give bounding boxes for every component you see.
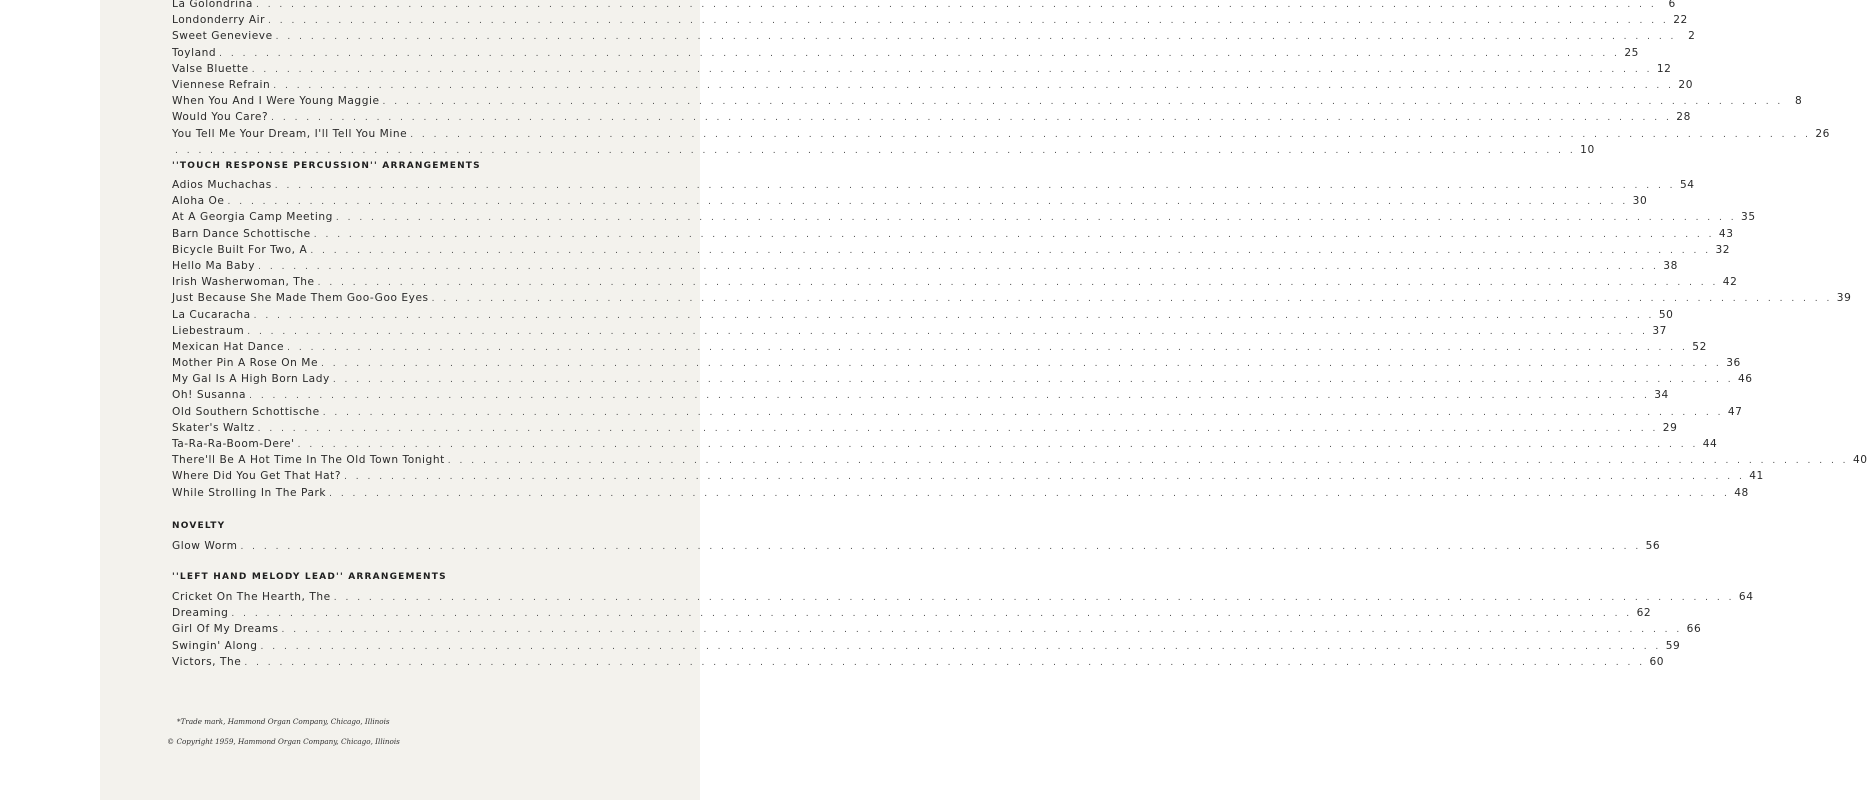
copyright-footnote: © Copyright 1959, Hammond Organ Company, Chicago, Illinois <box>167 737 400 746</box>
dot-leader: . . . . . . . . . . . . . . . . . . . . . . . . . . . . . . . . . . . . . . . . . . . . . . . . . . . . . . . . . . . . . . . . . . . . . . . . . . . . . . . . . . . . . . . . . . . . . . . . . . . . . . . . . . . . . . . . . . . . . . . . <box>431 294 1833 305</box>
page-number: 42 <box>1722 276 1738 289</box>
entry-title: My Gal Is A High Born Lady <box>172 373 330 386</box>
dot-leader: . . . . . . . . . . . . . . . . . . . . . . . . . . . . . . . . . . . . . . . . . . . . . . . . . . . . . . . . . . . . . . . . . . . . . . . . . . . . . . . . . . . . . . . . . . . . . . . . . . . . . . . . . . . . . . . . . . . . . . . . <box>260 641 1662 652</box>
contents-entry <box>172 290 1852 306</box>
entry-title: La Cucaracha <box>172 308 251 321</box>
contents-entry <box>172 468 1764 484</box>
section-heading: ''LEFT HAND MELODY LEAD'' ARRANGEMENTS <box>172 572 447 582</box>
page-number: 48 <box>1734 486 1749 499</box>
dot-leader: . . . . . . . . . . . . . . . . . . . . . . . . . . . . . . . . . . . . . . . . . . . . . . . . . . . . . . . . . . . . . . . . . . . . . . . . . . . . . . . . . . . . . . . . . . . . . . . . . . . . . . . . . . . . . . . . . . . . . . . . <box>247 326 1648 337</box>
page-number: 12 <box>1656 62 1672 75</box>
entry-title: Glow Worm <box>172 540 238 552</box>
contents-entry <box>172 371 1753 387</box>
contents-entry <box>172 387 1669 403</box>
contents-entry <box>172 28 1696 44</box>
contents-entry <box>172 209 1756 225</box>
page-number: 66 <box>1686 623 1702 636</box>
page-number: 37 <box>1652 324 1667 337</box>
contents-entry <box>172 538 1661 554</box>
dot-leader: . . . . . . . . . . . . . . . . . . . . . . . . . . . . . . . . . . . . . . . . . . . . . . . . . . . . . . . . . . . . . . . . . . . . . . . . . . . . . . . . . . . . . . . . . . . . . . . . . . . . . . . . . . . . . . . . . . . . . . . . <box>310 245 1712 256</box>
dot-leader: . . . . . . . . . . . . . . . . . . . . . . . . . . . . . . . . . . . . . . . . . . . . . . . . . . . . . . . . . . . . . . . . . . . . . . . . . . . . . . . . . . . . . . . . . . . . . . . . . . . . . . . . . . . . . . . . . . . . . . . . <box>273 80 1675 91</box>
page-number: 36 <box>1726 357 1741 370</box>
dot-leader: . . . . . . . . . . . . . . . . . . . . . . . . . . . . . . . . . . . . . . . . . . . . . . . . . . . . . . . . . . . . . . . . . . . . . . . . . . . . . . . . . . . . . . . . . . . . . . . . . . . . . . . . . . . . . . . . . . . . . . . . <box>313 229 1715 240</box>
trademark-footnote: *Trade mark, Hammond Organ Company, Chicago, Illinois <box>177 717 390 726</box>
entry-title: Cricket On The Hearth, The <box>172 591 331 603</box>
section-heading: ''TOUCH RESPONSE PERCUSSION'' ARRANGEMENTS <box>172 161 481 171</box>
page-number: 46 <box>1737 373 1753 386</box>
contents-entry <box>172 654 1665 670</box>
entry-title: Liebestraum <box>172 324 245 337</box>
dot-leader: . . . . . . . . . . . . . . . . . . . . . . . . . . . . . . . . . . . . . . . . . . . . . . . . . . . . . . . . . . . . . . . . . . . . . . . . . . . . . . . . . . . . . . . . . . . . . . . . . . . . . . . . . . . . . . . . . . . . . . . . <box>344 472 1745 483</box>
contents-entry <box>172 307 1674 323</box>
contents-entry <box>172 45 1639 61</box>
entry-title: You Tell Me Your Dream, I'll Tell You Mine <box>172 127 408 140</box>
contents-entry <box>172 420 1678 436</box>
page-number: 47 <box>1727 405 1743 418</box>
entry-title: Aloha Oe <box>172 195 225 208</box>
dot-leader: . . . . . . . . . . . . . . . . . . . . . . . . . . . . . . . . . . . . . . . . . . . . . . . . . . . . . . . . . . . . . . . . . . . . . . . . . . . . . . . . . . . . . . . . . . . . . . . . . . . . . . . . . . . . . . . . . . . . . . . . <box>333 593 1735 603</box>
page-number: 60 <box>1649 655 1665 668</box>
page-number: 56 <box>1645 540 1661 552</box>
entry-title: Ta-Ra-Ra-Boom-Dere' <box>172 438 295 450</box>
page-number: 39 <box>1836 292 1852 305</box>
entry-title: Where Did You Get That Hat? <box>172 470 342 483</box>
contents-entry <box>172 258 1678 274</box>
entry-title: Victors, The <box>172 655 242 668</box>
dot-leader: . . . . . . . . . . . . . . . . . . . . . . . . . . . . . . . . . . . . . . . . . . . . . . . . . . . . . . . . . . . . . . . . . . . . . . . . . . . . . . . . . . . . . . . . . . . . . . . . . . . . . . . . . . . . . . . . . . . . . . . . <box>255 0 1657 10</box>
section-touch-response-percussion <box>172 158 1868 501</box>
entry-title: Swingin' Along <box>172 639 258 652</box>
page-number: 32 <box>1715 243 1731 256</box>
section-heading: NOVELTY <box>172 521 226 531</box>
dot-leader: . . . . . . . . . . . . . . . . . . . . . . . . . . . . . . . . . . . . . . . . . . . . . . . . . . . . . . . . . . . . . . . . . . . . . . . . . . . . . . . . . . . . . . . . . . . . . . . . . . . . . . . . . . . . . . . . . . . . . . . . <box>447 456 1849 467</box>
page-number: 22 <box>1673 14 1688 27</box>
page-number: 62 <box>1636 607 1652 620</box>
entry-title: Just Because She Made Them Goo-Goo Eyes <box>172 292 429 305</box>
section-novelty <box>172 518 1661 554</box>
dot-leader: . . . . . . . . . . . . . . . . . . . . . . . . . . . . . . . . . . . . . . . . . . . . . . . . . . . . . . . . . . . . . . . . . . . . . . . . . . . . . . . . . . . . . . . . . . . . . . . . . . . . . . . . . . . . . . . . . . . . . . . . <box>281 625 1683 636</box>
dot-leader: . . . . . . . . . . . . . . . . . . . . . . . . . . . . . . . . . . . . . . . . . . . . . . . . . . . . . . . . . . . . . . . . . . . . . . . . . . . . . . . . . . . . . . . . . . . . . . . . . . . . . . . . . . . . . . . . . . . . . . . . <box>335 213 1737 224</box>
contents-entry <box>172 485 1749 501</box>
page-number: 25 <box>1624 46 1639 59</box>
entry-title: Dreaming <box>172 607 229 620</box>
entry-title: La Golondrina <box>172 0 253 10</box>
entry-title: Oh! Susanna <box>172 389 247 402</box>
contents-entry <box>172 61 1672 77</box>
contents-entry <box>172 177 1695 193</box>
entry-title: Irish Washerwoman, The <box>172 276 315 289</box>
page-number: 54 <box>1679 179 1695 191</box>
dot-leader: . . . . . . . . . . . . . . . . . . . . . . . . . . . . . . . . . . . . . . . . . . . . . . . . . . . . . . . . . . . . . . . . . . . . . . . . . . . . . . . . . . . . . . . . . . . . . . . . . . . . . . . . . . . . . . . . . . . . . . . . <box>410 129 1811 140</box>
dot-leader: . . . . . . . . . . . . . . . . . . . . . . . . . . . . . . . . . . . . . . . . . . . . . . . . . . . . . . . . . . . . . . . . . . . . . . . . . . . . . . . . . . . . . . . . . . . . . . . . . . . . . . . . . . . . . . . . . . . . . . . . <box>329 488 1730 499</box>
entry-title: There'll Be A Hot Time In The Old Town Tonight <box>172 454 445 467</box>
entry-title: Barn Dance Schottische <box>172 227 311 240</box>
page-number: 44 <box>1702 438 1718 450</box>
entry-title: Hello Ma Baby <box>172 259 256 272</box>
dot-leader: . . . . . . . . . . . . . . . . . . . . . . . . . . . . . . . . . . . . . . . . . . . . . . . . . . . . . . . . . . . . . . . . . . . . . . . . . . . . . . . . . . . . . . . . . . . . . . . . . . . . . . . . . . . . . . . . . . . . . . . . <box>382 97 1784 108</box>
dot-leader: . . . . . . . . . . . . . . . . . . . . . . . . . . . . . . . . . . . . . . . . . . . . . . . . . . . . . . . . . . . . . . . . . . . . . . . . . . . . . . . . . . . . . . . . . . . . . . . . . . . . . . . . . . . . . . . . . . . . . . . . <box>257 423 1659 434</box>
contents-entry <box>172 142 1595 158</box>
entry-title: Sweet Genevieve <box>172 30 273 43</box>
contents-entry <box>172 77 1694 93</box>
page-number: 50 <box>1658 308 1674 321</box>
dot-leader: . . . . . . . . . . . . . . . . . . . . . . . . . . . . . . . . . . . . . . . . . . . . . . . . . . . . . . . . . . . . . . . . . . . . . . . . . . . . . . . . . . . . . . . . . . . . . . . . . . . . . . . . . . . . . . . . . . . . . . . . <box>175 145 1576 156</box>
contents-entry <box>172 605 1652 621</box>
page-number: 64 <box>1738 591 1754 603</box>
dot-leader: . . . . . . . . . . . . . . . . . . . . . . . . . . . . . . . . . . . . . . . . . . . . . . . . . . . . . . . . . . . . . . . . . . . . . . . . . . . . . . . . . . . . . . . . . . . . . . . . . . . . . . . . . . . . . . . . . . . . . . . . <box>275 32 1677 43</box>
dot-leader: . . . . . . . . . . . . . . . . . . . . . . . . . . . . . . . . . . . . . . . . . . . . . . . . . . . . . . . . . . . . . . . . . . . . . . . . . . . . . . . . . . . . . . . . . . . . . . . . . . . . . . . . . . . . . . . . . . . . . . . . <box>249 391 1650 402</box>
entry-title: Skater's Waltz <box>172 421 255 434</box>
contents-entry <box>172 242 1731 258</box>
dot-leader: . . . . . . . . . . . . . . . . . . . . . . . . . . . . . . . . . . . . . . . . . . . . . . . . . . . . . . . . . . . . . . . . . . . . . . . . . . . . . . . . . . . . . . . . . . . . . . . . . . . . . . . . . . . . . . . . . . . . . . . . <box>253 310 1655 321</box>
page-number: 10 <box>1580 143 1595 156</box>
contents-entry <box>172 274 1738 290</box>
contents-entry <box>172 355 1741 371</box>
dot-leader: . . . . . . . . . . . . . . . . . . . . . . . . . . . . . . . . . . . . . . . . . . . . . . . . . . . . . . . . . . . . . . . . . . . . . . . . . . . . . . . . . . . . . . . . . . . . . . . . . . . . . . . . . . . . . . . . . . . . . . . . <box>227 197 1629 208</box>
dot-leader: . . . . . . . . . . . . . . . . . . . . . . . . . . . . . . . . . . . . . . . . . . . . . . . . . . . . . . . . . . . . . . . . . . . . . . . . . . . . . . . . . . . . . . . . . . . . . . . . . . . . . . . . . . . . . . . . . . . . . . . . <box>287 342 1688 353</box>
entry-title: Would You Care? <box>172 111 269 124</box>
page-number: 40 <box>1852 454 1868 467</box>
entry-title: Valse Bluette <box>172 62 249 75</box>
dot-leader: . . . . . . . . . . . . . . . . . . . . . . . . . . . . . . . . . . . . . . . . . . . . . . . . . . . . . . . . . . . . . . . . . . . . . . . . . . . . . . . . . . . . . . . . . . . . . . . . . . . . . . . . . . . . . . . . . . . . . . . . <box>231 609 1633 620</box>
contents-entry <box>172 638 1681 654</box>
dot-leader: . . . . . . . . . . . . . . . . . . . . . . . . . . . . . . . . . . . . . . . . . . . . . . . . . . . . . . . . . . . . . . . . . . . . . . . . . . . . . . . . . . . . . . . . . . . . . . . . . . . . . . . . . . . . . . . . . . . . . . . . <box>274 181 1676 191</box>
page-number: 20 <box>1678 78 1694 91</box>
dot-leader: . . . . . . . . . . . . . . . . . . . . . . . . . . . . . . . . . . . . . . . . . . . . . . . . . . . . . . . . . . . . . . . . . . . . . . . . . . . . . . . . . . . . . . . . . . . . . . . . . . . . . . . . . . . . . . . . . . . . . . . . <box>240 542 1642 552</box>
dot-leader: . . . . . . . . . . . . . . . . . . . . . . . . . . . . . . . . . . . . . . . . . . . . . . . . . . . . . . . . . . . . . . . . . . . . . . . . . . . . . . . . . . . . . . . . . . . . . . . . . . . . . . . . . . . . . . . . . . . . . . . . <box>297 440 1699 450</box>
contents-entry <box>172 93 1803 109</box>
page-number: 26 <box>1815 127 1830 140</box>
contents-entry <box>172 339 1707 355</box>
entry-title: Girl Of My Dreams <box>172 623 279 636</box>
page-number: 8 <box>1795 95 1803 108</box>
dot-leader: . . . . . . . . . . . . . . . . . . . . . . . . . . . . . . . . . . . . . . . . . . . . . . . . . . . . . . . . . . . . . . . . . . . . . . . . . . . . . . . . . . . . . . . . . . . . . . . . . . . . . . . . . . . . . . . . . . . . . . . . <box>244 657 1646 668</box>
entry-title: Mother Pin A Rose On Me <box>172 357 319 370</box>
entry-title: Mexican Hat Dance <box>172 340 285 353</box>
page-number: 35 <box>1741 211 1756 224</box>
contents-entry <box>172 621 1702 637</box>
page-number: 52 <box>1692 340 1707 353</box>
dot-leader: . . . . . . . . . . . . . . . . . . . . . . . . . . . . . . . . . . . . . . . . . . . . . . . . . . . . . . . . . . . . . . . . . . . . . . . . . . . . . . . . . . . . . . . . . . . . . . . . . . . . . . . . . . . . . . . . . . . . . . . . <box>322 407 1724 418</box>
entry-title: Toyland <box>172 46 217 59</box>
entry-title: When You And I Were Young Maggie <box>172 95 380 108</box>
contents-entry <box>172 452 1868 468</box>
dot-leader: . . . . . . . . . . . . . . . . . . . . . . . . . . . . . . . . . . . . . . . . . . . . . . . . . . . . . . . . . . . . . . . . . . . . . . . . . . . . . . . . . . . . . . . . . . . . . . . . . . . . . . . . . . . . . . . . . . . . . . . . <box>321 359 1722 370</box>
contents-entry <box>172 12 1688 28</box>
contents-entry <box>172 109 1691 125</box>
dot-leader: . . . . . . . . . . . . . . . . . . . . . . . . . . . . . . . . . . . . . . . . . . . . . . . . . . . . . . . . . . . . . . . . . . . . . . . . . . . . . . . . . . . . . . . . . . . . . . . . . . . . . . . . . . . . . . . . . . . . . . . . <box>271 113 1672 124</box>
contents-entry <box>172 126 1830 142</box>
dot-leader: . . . . . . . . . . . . . . . . . . . . . . . . . . . . . . . . . . . . . . . . . . . . . . . . . . . . . . . . . . . . . . . . . . . . . . . . . . . . . . . . . . . . . . . . . . . . . . . . . . . . . . . . . . . . . . . . . . . . . . . . <box>317 278 1719 289</box>
page-number: 38 <box>1663 259 1678 272</box>
contents-entry <box>172 323 1667 339</box>
page-number: 6 <box>1668 0 1676 10</box>
page-number: 34 <box>1654 389 1669 402</box>
section-left-hand-melody-lead <box>172 569 1754 670</box>
page-number: 29 <box>1662 421 1678 434</box>
dot-leader: . . . . . . . . . . . . . . . . . . . . . . . . . . . . . . . . . . . . . . . . . . . . . . . . . . . . . . . . . . . . . . . . . . . . . . . . . . . . . . . . . . . . . . . . . . . . . . . . . . . . . . . . . . . . . . . . . . . . . . . . <box>219 48 1620 59</box>
page-number: 59 <box>1665 639 1681 652</box>
page-number: 43 <box>1718 227 1734 240</box>
dot-leader: . . . . . . . . . . . . . . . . . . . . . . . . . . . . . . . . . . . . . . . . . . . . . . . . . . . . . . . . . . . . . . . . . . . . . . . . . . . . . . . . . . . . . . . . . . . . . . . . . . . . . . . . . . . . . . . . . . . . . . . . <box>258 261 1659 272</box>
entry-title: Adios Muchachas <box>172 179 272 191</box>
contents-entry <box>172 589 1754 605</box>
entry-title: While Strolling In The Park <box>172 486 327 499</box>
dot-leader: . . . . . . . . . . . . . . . . . . . . . . . . . . . . . . . . . . . . . . . . . . . . . . . . . . . . . . . . . . . . . . . . . . . . . . . . . . . . . . . . . . . . . . . . . . . . . . . . . . . . . . . . . . . . . . . . . . . . . . . . <box>251 64 1653 75</box>
page-number: 28 <box>1676 111 1691 124</box>
dot-leader: . . . . . . . . . . . . . . . . . . . . . . . . . . . . . . . . . . . . . . . . . . . . . . . . . . . . . . . . . . . . . . . . . . . . . . . . . . . . . . . . . . . . . . . . . . . . . . . . . . . . . . . . . . . . . . . . . . . . . . . . <box>268 16 1669 27</box>
page-number: 2 <box>1688 30 1696 43</box>
document-page <box>100 0 1868 800</box>
contents-entry <box>172 226 1734 242</box>
page-number: 30 <box>1632 195 1648 208</box>
entry-title: At A Georgia Camp Meeting <box>172 211 333 224</box>
contents-entry <box>172 193 1648 209</box>
section-main <box>172 0 1830 158</box>
entry-title: Old Southern Schottische <box>172 405 320 418</box>
entry-title: Londonderry Air <box>172 14 266 27</box>
dot-leader: . . . . . . . . . . . . . . . . . . . . . . . . . . . . . . . . . . . . . . . . . . . . . . . . . . . . . . . . . . . . . . . . . . . . . . . . . . . . . . . . . . . . . . . . . . . . . . . . . . . . . . . . . . . . . . . . . . . . . . . . <box>332 375 1734 386</box>
entry-title: Bicycle Built For Two, A <box>172 243 308 256</box>
contents-entry <box>172 436 1718 452</box>
entry-title: Viennese Refrain <box>172 78 271 91</box>
contents-entry <box>172 0 1676 12</box>
page-number: 41 <box>1749 470 1764 483</box>
contents-entry <box>172 404 1743 420</box>
